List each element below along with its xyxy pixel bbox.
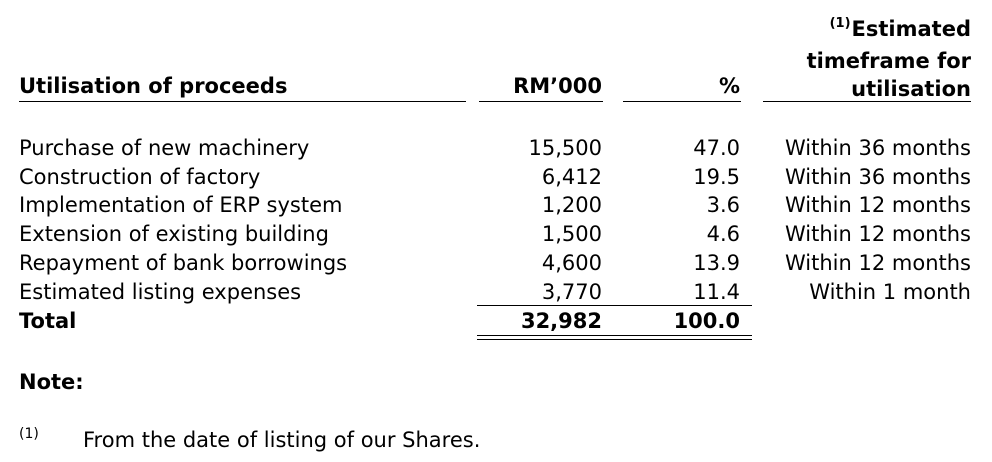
- table-row-percent: 4.6: [706, 222, 740, 247]
- total-amount: 32,982: [520, 309, 602, 333]
- table-row-timeframe: Within 36 months: [785, 164, 971, 189]
- table-row-timeframe: Within 12 months: [785, 193, 971, 218]
- table-row-percent: 13.9: [693, 250, 740, 275]
- table-row-percent: 19.5: [693, 164, 740, 189]
- header-underline-timeframe: [763, 101, 971, 102]
- table-row-item: Purchase of new machinery: [19, 136, 310, 160]
- note-text: From the date of listing of our Shares.: [83, 428, 481, 452]
- header-percent: %: [718, 74, 740, 98]
- table-row-percent: 47.0: [693, 136, 740, 160]
- header-amount: RM’000: [513, 74, 602, 98]
- table-row-item: Estimated listing expenses: [19, 279, 302, 304]
- header-timeframe: $^{(1)}$Estimated timeframe for utilisation: [806, 16, 971, 101]
- table-row-amount: 1,200: [541, 193, 602, 218]
- column-amounts: [452, 134, 602, 306]
- total-label: Total: [19, 309, 77, 333]
- subtotal-rule: [477, 305, 752, 306]
- table-row-amount: 4,600: [541, 250, 602, 275]
- table-row-amount: 15,500: [528, 136, 602, 160]
- table-row-item: Repayment of bank borrowings: [19, 250, 348, 275]
- table-row-timeframe: Within 1 month: [809, 279, 971, 304]
- table-row-item: Extension of existing building: [19, 222, 329, 247]
- total-percent: 100.0: [673, 309, 740, 333]
- header-underline-percent: [623, 101, 741, 102]
- header-underline-amount: [479, 101, 603, 102]
- note-heading: Note:: [19, 370, 84, 394]
- table-row-item: Implementation of ERP system: [19, 193, 343, 218]
- table-row-timeframe: Within 12 months: [785, 222, 971, 247]
- table-row-percent: 11.4: [693, 279, 740, 304]
- table-row-amount: 3,770: [541, 279, 602, 304]
- note-marker: (1): [19, 426, 39, 442]
- table-row-item: Construction of factory: [19, 164, 261, 189]
- header-item: Utilisation of proceeds: [19, 74, 288, 98]
- table-row-amount: 6,412: [541, 164, 602, 189]
- column-percents: [640, 134, 740, 306]
- header-underline-item: [19, 101, 466, 102]
- table-row-percent: 3.6: [706, 193, 740, 218]
- footnote-ref: (1): [829, 16, 851, 31]
- table-row-timeframe: Within 12 months: [785, 250, 971, 275]
- table-row-timeframe: Within 36 months: [785, 136, 971, 160]
- column-items: [19, 134, 347, 306]
- total-double-rule: [477, 335, 752, 340]
- column-timeframes: [751, 134, 971, 306]
- table-row-amount: 1,500: [541, 222, 602, 247]
